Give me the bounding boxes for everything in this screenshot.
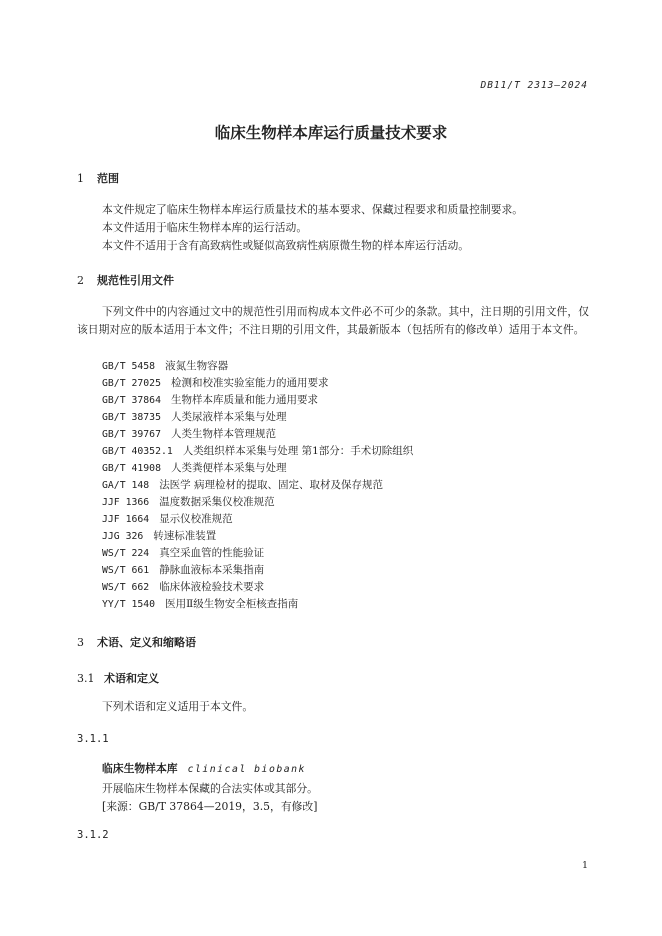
- reference-title: 温度数据采集仪校准规范: [159, 496, 275, 508]
- reference-title: 人类粪便样本采集与处理: [170, 462, 287, 474]
- reference-title: 静脉血液标本采集指南: [159, 564, 265, 576]
- reference-item: [102, 358, 228, 375]
- section-number: 3.1: [77, 672, 95, 685]
- reference-code: YY/T 1540: [102, 599, 156, 610]
- scope-paragraph: 本文件适用于临床生物样本库的运行活动。: [102, 221, 308, 234]
- document-code: DB11/T 2313—2024: [480, 80, 588, 91]
- section-number: 1: [77, 172, 84, 185]
- reference-item: [102, 545, 264, 562]
- reference-title: 检测和校准实验室能力的通用要求: [170, 377, 329, 389]
- reference-code: GA/T 148: [102, 480, 150, 491]
- terms-intro: 下列术语和定义适用于本文件。: [102, 700, 254, 713]
- reference-item: [102, 460, 286, 477]
- reference-code: WS/T 224: [102, 548, 150, 559]
- reference-title: 液氮生物容器: [165, 360, 229, 372]
- reference-code: JJF 1664: [102, 514, 150, 525]
- reference-code: JJF 1366: [102, 497, 150, 508]
- reference-item: [102, 443, 413, 460]
- reference-title: 人类生物样本管理规范: [170, 428, 276, 440]
- reference-code: GB/T 39767: [102, 429, 161, 440]
- term-entry: [102, 761, 306, 776]
- section-title: 术语、定义和缩略语: [97, 636, 196, 649]
- clause-number: 3.1.2: [77, 829, 109, 841]
- reference-title: 显示仪校准规范: [159, 513, 233, 525]
- reference-item: [102, 528, 216, 545]
- reference-title: 生物样本库质量和能力通用要求: [170, 394, 318, 406]
- reference-code: GB/T 40352.1: [102, 446, 173, 457]
- reference-item: [102, 392, 318, 409]
- reference-code: GB/T 38735: [102, 412, 161, 423]
- section-title: 术语和定义: [104, 672, 159, 685]
- reference-item: [102, 511, 233, 528]
- reference-code: GB/T 5458: [102, 361, 156, 372]
- reference-item: [102, 426, 276, 443]
- reference-item: [102, 494, 275, 511]
- reference-item: [102, 375, 328, 392]
- section-number: 3: [77, 636, 84, 649]
- reference-item: [102, 477, 383, 494]
- section-title: 规范性引用文件: [97, 274, 174, 287]
- reference-title: 法医学 病理检材的提取、固定、取材及保存规范: [159, 479, 384, 491]
- term-definition: 开展临床生物样本保藏的合法实体或其部分。: [102, 782, 318, 795]
- document-title: 临床生物样本库运行质量技术要求: [214, 124, 448, 142]
- term-source: [来源：GB/T 37864—2019，3.5，有修改]: [102, 800, 318, 813]
- reference-item: [102, 409, 286, 426]
- section-number: 2: [77, 274, 84, 287]
- section-2-heading: [77, 272, 174, 288]
- reference-code: WS/T 662: [102, 582, 150, 593]
- reference-title: 医用Ⅱ级生物安全柜核查指南: [165, 598, 299, 610]
- reference-title: 临床体液检验技术要求: [159, 581, 265, 593]
- section-3-1-heading: [77, 670, 159, 686]
- clause-number: 3.1.1: [77, 733, 109, 745]
- reference-item: [102, 596, 298, 613]
- section-1-heading: [77, 170, 119, 186]
- scope-paragraph: 本文件规定了临床生物样本库运行质量技术的基本要求、保藏过程要求和质量控制要求。: [102, 203, 524, 216]
- reference-code: GB/T 27025: [102, 378, 161, 389]
- reference-item: [102, 562, 264, 579]
- reference-title: 人类组织样本采集与处理 第1部分：手术切除组织: [182, 445, 414, 457]
- page-number: 1: [581, 860, 588, 871]
- scope-paragraph: 本文件不适用于含有高致病性或疑似高致病性病原微生物的样本库运行活动。: [102, 239, 470, 252]
- term-zh: 临床生物样本库: [102, 762, 178, 775]
- section-3-heading: [77, 634, 196, 650]
- reference-title: 人类尿液样本采集与处理: [170, 411, 287, 423]
- reference-code: GB/T 41908: [102, 463, 161, 474]
- references-intro: 下列文件中的内容通过文中的规范性引用而构成本文件必不可少的条款。其中，注日期的引用文件，仅该日期对应的版本适用于本文件；不注日期的引用文件，其最新版本（包括所有的修改单）适用于本文件。: [77, 305, 589, 336]
- reference-title: 真空采血管的性能验证: [159, 547, 265, 559]
- reference-code: WS/T 661: [102, 565, 150, 576]
- reference-title: 转速标准装置: [153, 530, 217, 542]
- reference-item: [102, 579, 264, 596]
- reference-code: JJG 326: [102, 531, 144, 542]
- section-title: 范围: [97, 172, 119, 185]
- reference-code: GB/T 37864: [102, 395, 161, 406]
- term-en: clinical biobank: [187, 764, 306, 775]
